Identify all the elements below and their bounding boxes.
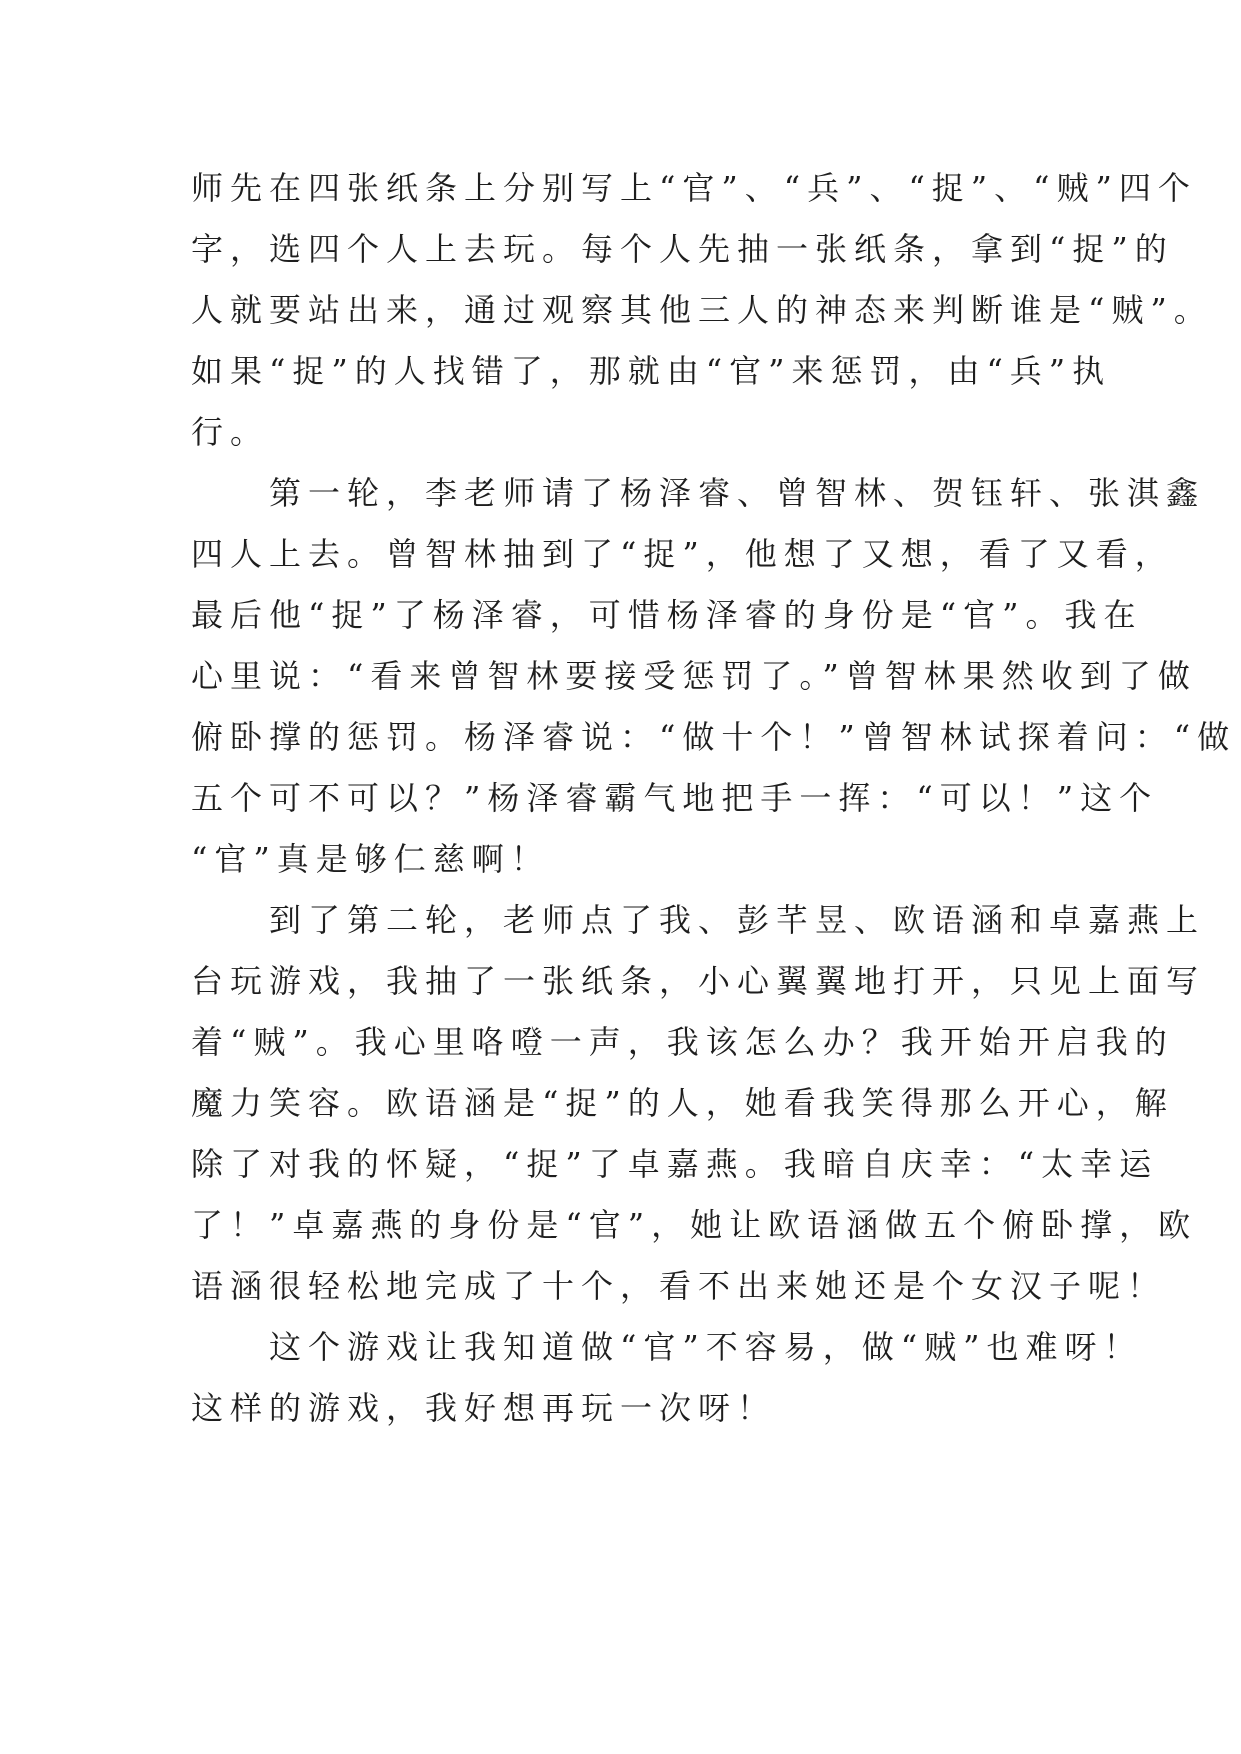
text-line: “官”真是够仁慈啊！	[191, 840, 550, 878]
text-line: 俯卧撑的惩罚。杨泽睿说：“做十个！”曾智林试探着问：“做	[191, 718, 1237, 756]
text-line: 第一轮，李老师请了杨泽睿、曾智林、贺钰轩、张淇鑫	[191, 474, 1206, 512]
text-line: 五个可不可以？”杨泽睿霸气地把手一挥：“可以！”这个	[191, 779, 1159, 817]
text-line: 了！”卓嘉燕的身份是“官”，她让欧语涵做五个俯卧撑，欧	[191, 1206, 1198, 1244]
text-line: 最后他“捉”了杨泽睿，可惜杨泽睿的身份是“官”。我在	[191, 596, 1143, 634]
text-line: 台玩游戏，我抽了一张纸条，小心翼翼地打开，只见上面写	[191, 962, 1206, 1000]
text-line: 如果“捉”的人找错了，那就由“官”来惩罚，由“兵”执	[191, 352, 1112, 390]
text-line: 这样的游戏，我好想再玩一次呀！	[191, 1389, 777, 1427]
text-line: 着“贼”。我心里咯噔一声，我该怎么办？我开始开启我的	[191, 1023, 1174, 1061]
text-line: 人就要站出来，通过观察其他三人的神态来判断谁是“贼”。	[191, 291, 1213, 329]
text-line: 魔力笑容。欧语涵是“捉”的人，她看我笑得那么开心，解	[191, 1084, 1174, 1122]
text-line: 师先在四张纸条上分别写上“官”、“兵”、“捉”、“贼”四个	[191, 169, 1197, 207]
text-line: 行。	[191, 413, 270, 451]
text-line: 心里说：“看来曾智林要接受惩罚了。”曾智林果然收到了做	[191, 657, 1197, 695]
document-body	[191, 158, 1237, 1439]
text-line: 除了对我的怀疑，“捉”了卓嘉燕。我暗自庆幸：“太幸运	[191, 1145, 1159, 1183]
text-line: 语涵很轻松地完成了十个，看不出来她还是个女汉子呢！	[191, 1267, 1167, 1305]
text-line: 字，选四个人上去玩。每个人先抽一张纸条，拿到“捉”的	[191, 230, 1174, 268]
text-line: 四人上去。曾智林抽到了“捉”，他想了又想，看了又看，	[191, 535, 1174, 573]
text-line: 这个游戏让我知道做“官”不容易，做“贼”也难呀！	[191, 1328, 1143, 1366]
text-line: 到了第二轮，老师点了我、彭芊昱、欧语涵和卓嘉燕上	[191, 901, 1206, 939]
